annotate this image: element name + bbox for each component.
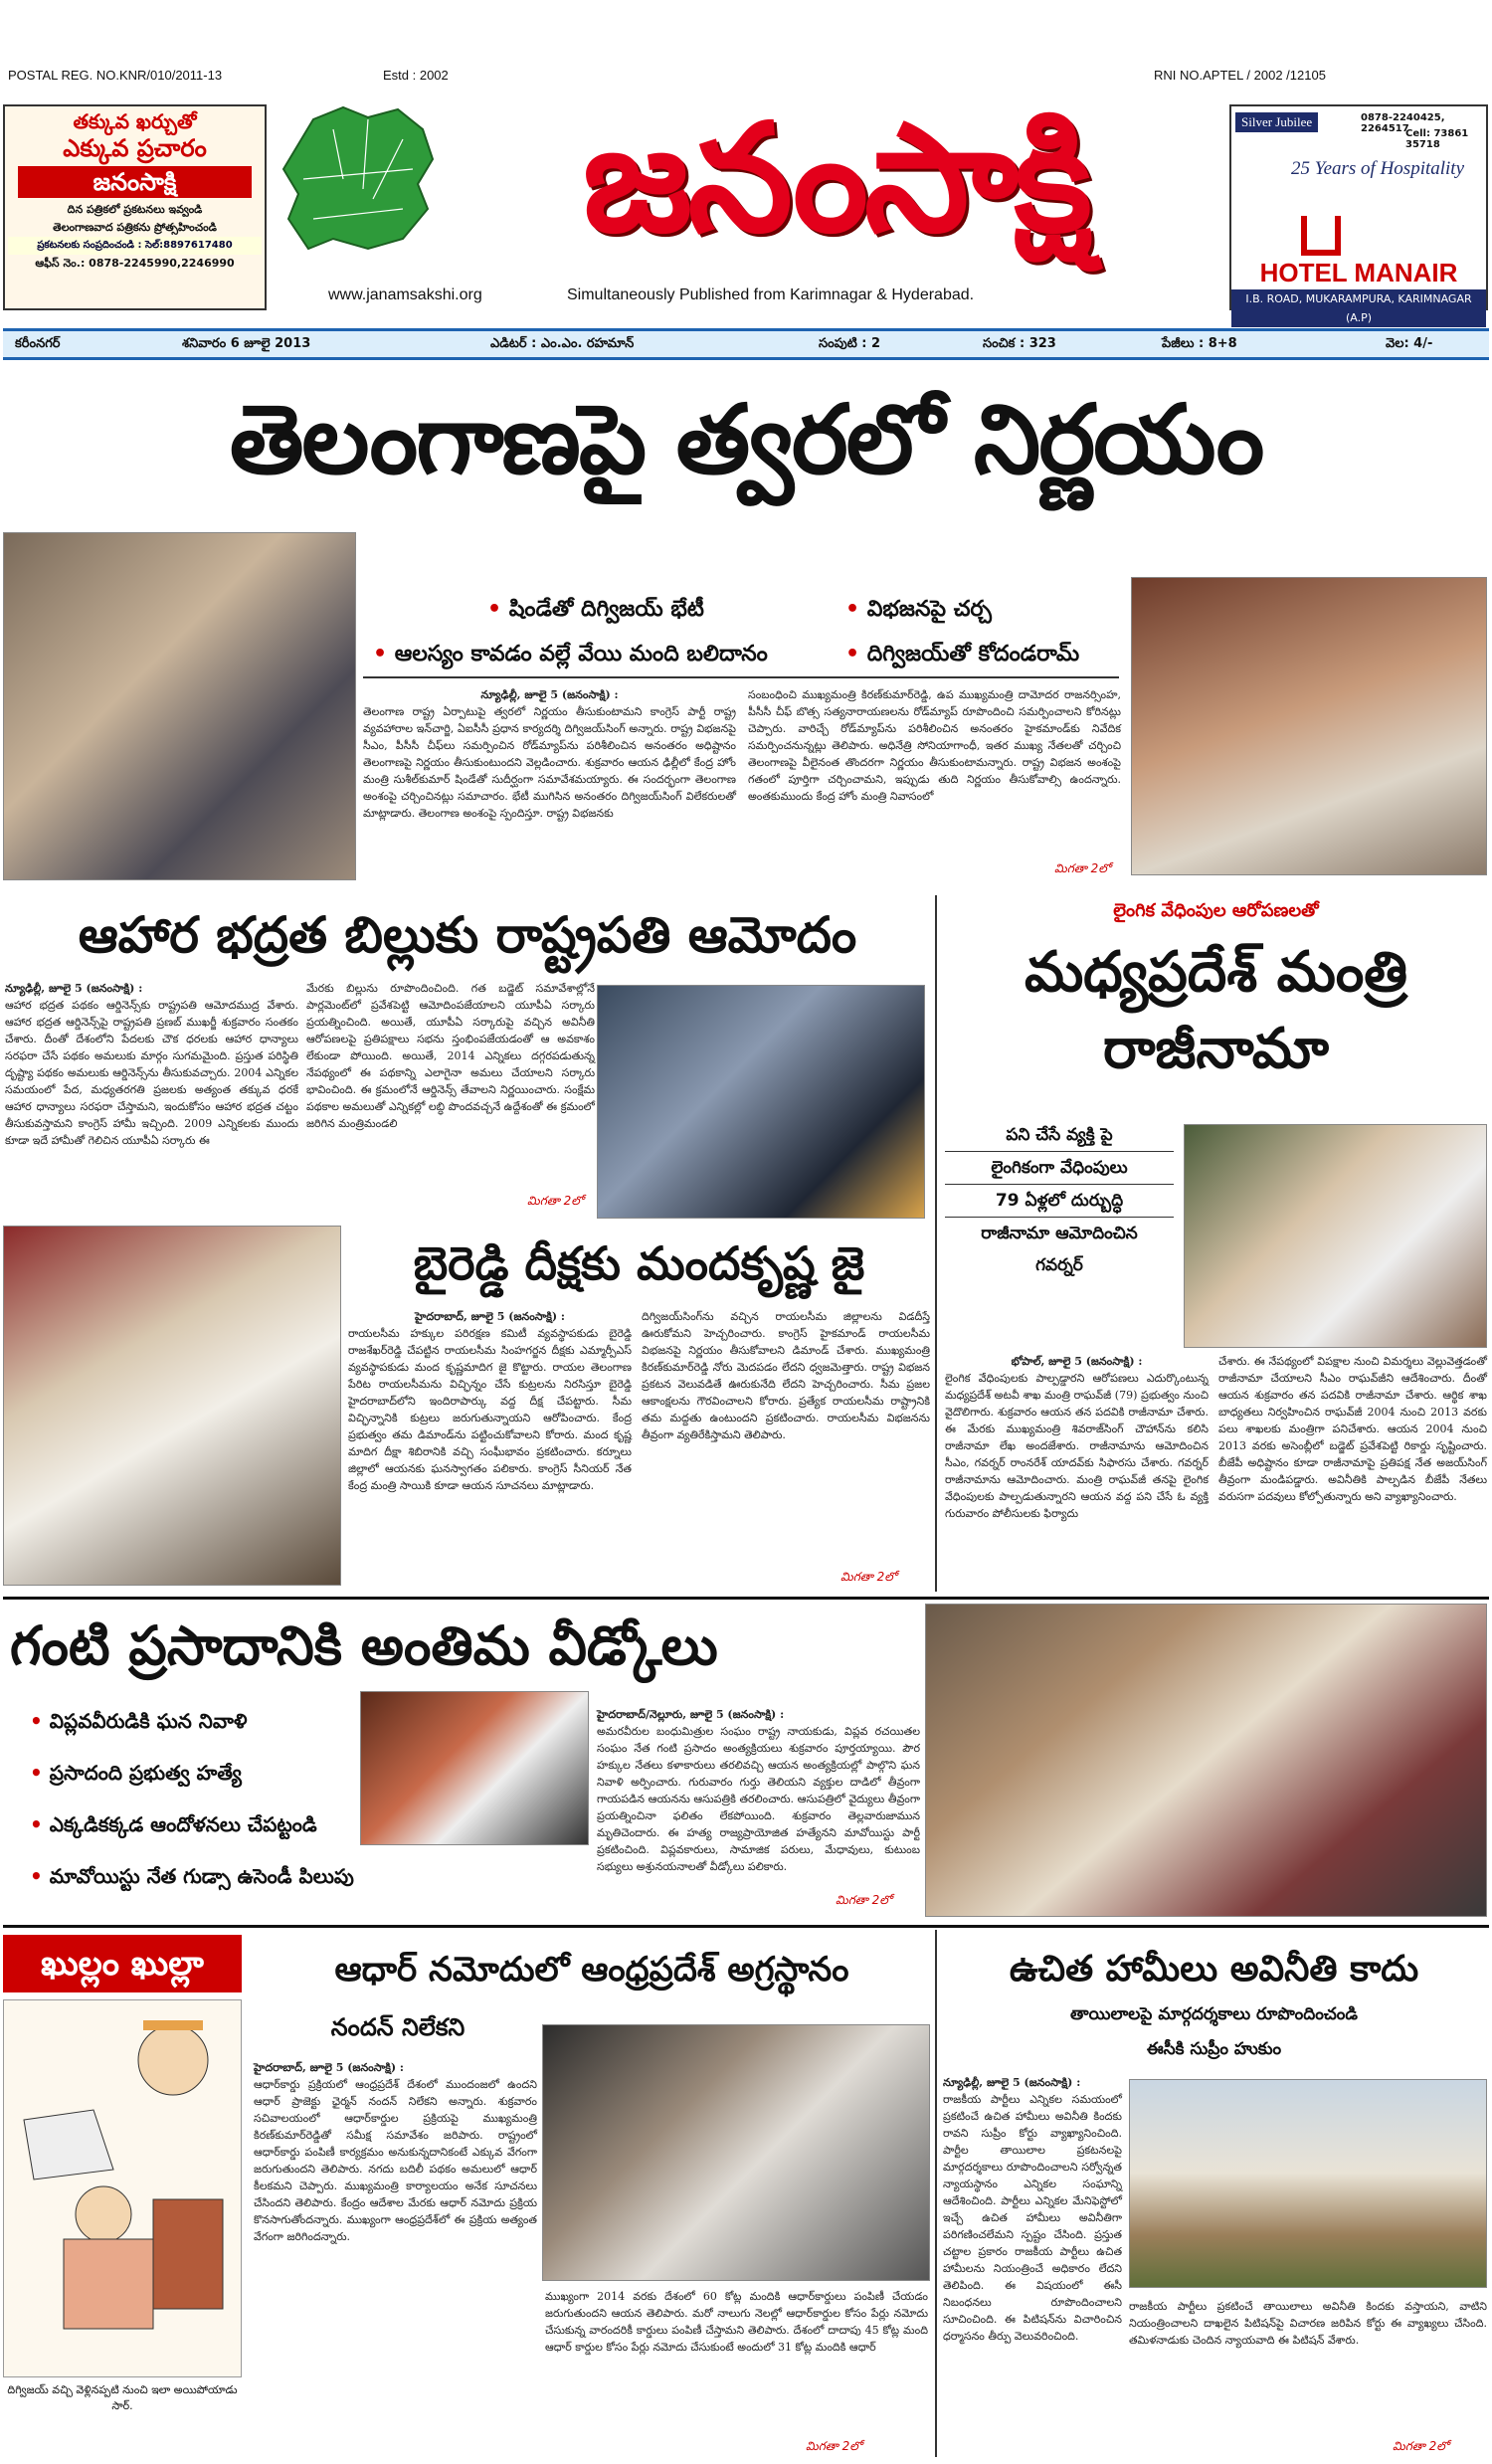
manda-continued[interactable]: మిగతా 2లో bbox=[840, 1570, 897, 1584]
sc-column-2 bbox=[1129, 2298, 1487, 2437]
ad-right-address: I.B. ROAD, MUKARAMPURA, KARIMNAGAR (A.P) bbox=[1231, 289, 1486, 327]
lead-bullet-2: • విభజనపై చర్చ bbox=[845, 597, 992, 627]
sc-headline: ఉచిత హామీలు అవినీతి కాదు bbox=[1009, 1949, 1419, 1990]
sc-byline: న్యూఢిల్లీ, జూలై 5 (జనంసాక్షి) : bbox=[943, 2076, 1081, 2089]
aadhar-body-1: ఆధార్‌కార్డు ప్రక్రియలో ఆంధ్రప్రదేశ్ దేశంలో ముందంజలో ఉందని ఆధార్ ప్రాజెక్టు ఛైర్మన్ నందన్ నిలేకని అన్నారు. శుక్రవారం సచివాలయంలో ఆధార్‌కార్డుల ప్రక్రియపై ముఖ్యమంత్రి కిరణ్‌కుమార్‌రెడ్డితో సమీక్ష సమావేశం జరిపారు. రాష్ట్రంలో ఆధార్‌కార్డు పంపిణీ కార్యక్రమం అనుకున్నదానికంటే ఎక్కువ వేగంగా జరుగుతుందని తెలిపారు. నగదు బదిలీ పథకం అమలులో ఆధార్ కీలకమని చెప్పారు. ముఖ్యమంత్రి కార్యాలయం అనేక సూచనలు చేసిందని తెలిపారు. కేంద్రం ఆదేశాల మేరకు ఆధార్ నమోదు ప్రక్రియ కొనసాగుతోందన్నారు. ముఖ్యంగా ఆంధ్రప్రదేశ్‌లో ఈ ప్రక్రియ అత్యంత వేగంగా జరిగిందన్నారు. bbox=[254, 2078, 537, 2243]
mp-box-3: 79 ఏళ్లలో దుర్బుద్ధి bbox=[945, 1185, 1174, 1218]
mp-box-5: గవర్నర్ bbox=[1035, 1255, 1083, 1275]
food-column-2 bbox=[306, 980, 595, 1207]
sc-photo-supreme-court bbox=[1129, 2079, 1487, 2288]
ad-left-line5: తెలంగాణవాద పత్రికను ప్రోత్సహించండి bbox=[53, 221, 217, 234]
cartoon-sketch-icon bbox=[4, 2000, 241, 2376]
ganti-byline: హైదరాబాద్/నెల్లూరు, జూలై 5 (జనంసాక్షి) : bbox=[597, 1708, 785, 1721]
dateline-volume: సంపుటి : 2 bbox=[819, 336, 881, 351]
cartoon-title: ఖుల్లం ఖుల్లా bbox=[3, 1935, 242, 1992]
ad-right-cell: Cell: 73861 35718 bbox=[1405, 128, 1469, 150]
food-photo-president bbox=[597, 985, 925, 1219]
manda-byline: హైదరాబాద్, జూలై 5 (జనంసాక్షి) : bbox=[415, 1310, 565, 1323]
lead-bullet-1: • షిండేతో దిగ్విజయ్ భేటీ bbox=[487, 597, 704, 627]
dateline-issue: సంచిక : 323 bbox=[983, 336, 1056, 351]
mp-box-2: లైంగికంగా వేధింపులు bbox=[945, 1152, 1174, 1185]
newspaper-title: జనంసాక్షి bbox=[583, 93, 1088, 266]
ganti-column bbox=[597, 1706, 920, 1910]
aadhar-column-2 bbox=[545, 2288, 928, 2457]
food-continued[interactable]: మిగతా 2లో bbox=[527, 1194, 584, 1208]
lead-photo-digvijay-portrait bbox=[1131, 577, 1487, 875]
mp-highlight-box bbox=[945, 1119, 1174, 1281]
ad-right-hotel-name: HOTEL MANAIR bbox=[1259, 258, 1458, 287]
mp-headline-1: మధ్యప్రదేశ్ మంత్రి bbox=[1024, 940, 1408, 1005]
dateline-date: శనివారం 6 జూలై 2013 bbox=[182, 336, 311, 351]
website[interactable]: www.janamsakshi.org bbox=[328, 286, 482, 303]
ad-left-line2: ఎక్కువ ప్రచారం bbox=[63, 134, 207, 162]
food-headline: ఆహార భద్రత బిల్లుకు రాష్ట్రపతి ఆమోదం bbox=[78, 906, 857, 964]
mp-kicker: లైంగిక వేధింపుల ఆరోపణలతో bbox=[1113, 900, 1319, 921]
published-from: Simultaneously Published from Karimnagar & Hyderabad. bbox=[567, 286, 975, 303]
food-column-1 bbox=[5, 980, 298, 1209]
section-rule-3 bbox=[3, 1925, 1489, 1928]
food-body-2: మేరకు బిల్లును రూపొందించింది. గత బడ్జెట్ సమావేశాల్లోనే పార్లమెంట్‌లో ప్రవేశపెట్టి ఆమోదింపజేయాలని యూపీఏ సర్కారు ప్రయత్నించింది. అయితే, యూపీఏ సర్కారుపై వచ్చిన అవినీతి ఆరోపణలపై ప్రతిపక్షాలు సభను స్తంభింపజేయడంతో ఆ అవకాశం లేకుండా పోయింది. అయితే, 2014 ఎన్నికలు దగ్గరపడుతున్న నేపథ్యంలో ఈ పథకాన్ని ఎలాగైనా అమలు చేయాలని సర్కారు భావించింది. ఈ క్రమంలోనే ఆర్డినెన్స్ తేవాలని నిర్ణయించారు. సంక్షేమ పథకాల అమలుతో ఎన్నికల్లో లబ్ధి పొందవచ్చనే ఉద్దేశంతో ఈ క్రమంలో జరిగిన మంత్రిమండలి bbox=[306, 982, 595, 1130]
lead-bullet-4: • దిగ్విజయ్‌తో కోదండరామ్ bbox=[845, 642, 1079, 671]
ganti-bullet-4: • మావోయిస్టు నేత గుడ్సా ఉసెండీ పిలుపు bbox=[30, 1864, 354, 1893]
ad-left-line4: దిన పత్రికలో ప్రకటనలు ఇవ్వండి bbox=[67, 203, 203, 216]
mp-box-4: రాజీనామా ఆమోదించిన bbox=[981, 1224, 1138, 1243]
aadhar-sub: నందన్ నిలేకని bbox=[330, 2013, 466, 2041]
mp-byline: భోపాల్, జూలై 5 (జనంసాక్షి) : bbox=[1011, 1355, 1143, 1368]
food-body-1: ఆహార భద్రత పథకం ఆర్డినెన్స్‌కు రాష్ట్రపతి ఆమోదముద్ర వేశారు. ఆహార భద్రత ఆర్డినెన్స్‌పై రాష్ట్రపతి ప్రణబ్ ముఖర్జీ శుక్రవారం సంతకం చేశారు. దీంతో దేశంలోని పేదలకు చౌక ధరలకు ఆహార ధాన్యాలు సరఫరా చేసే పథకం అమలుకు మార్గం సుగమమైంది. ప్రస్తుత పరిస్థితి దృష్ట్యా పథకం అమలుకు ఆర్డినెన్స్‌ను తీసుకువచ్చారు. 2004 ఎన్నికల సమయంలో పేద, మధ్యతరగతి ప్రజలకు అత్యంత తక్కువ ధరకే ఆహార ధాన్యాలు సరఫరా చేస్తామని, ఇందుకోసం ఆహార భద్రత చట్టం తీసుకువస్తామని కాంగ్రెస్ హామీ ఇచ్చింది. 2009 ఎన్నికలకు ముందు కూడా ఇదే హామీతో గెలిచిన యూపీఏ సర్కారు ఈ bbox=[5, 999, 298, 1147]
lead-body-1: తెలంగాణ రాష్ట్ర ఏర్పాటుపై త్వరలో నిర్ణయం తీసుకుంటామని కాంగ్రెస్ పార్టీ రాష్ట్ర వ్యవహారాల ఇన్‌చార్జి, ఏఐసీసీ ప్రధాన కార్యదర్శి దిగ్విజయ్‌సింగ్ అన్నారు. రాష్ట్ర విభజనపై సీఎం, పీసీసీ చీఫ్‌లు సమర్పించిన రోడ్‌మ్యాప్‌ను పరిశీలించిన అనంతరం అధిష్టానం తెలంగాణపై నిర్ణయం తీసుకుంటుందని వెల్లడించారు. శుక్రవారం ఆయన ఢిల్లీలో కేంద్ర హోం మంత్రి సుశీల్‌కుమార్ షిండేతో సుదీర్ఘంగా సమావేశమయ్యారు. ఈ సందర్భంగా తెలంగాణ అంశంపై చర్చించినట్లు సమాచారం. భేటీ ముగిసిన అనంతరం దిగ్విజయ్‌సింగ్ విలేకరులతో మాట్లాడారు. తెలంగాణ అంశంపై స్పందిస్తూ. రాష్ట్ర విభజనకు bbox=[363, 705, 736, 820]
lead-headline: తెలంగాణపై త్వరలో నిర్ణయం bbox=[229, 384, 1263, 495]
manda-column-1 bbox=[348, 1308, 632, 1587]
aadhar-headline: ఆధార్ నమోదులో ఆంధ్రప్రదేశ్ అగ్రస్థానం bbox=[334, 1950, 849, 1990]
mp-photo-minister bbox=[1184, 1124, 1487, 1348]
lead-continued[interactable]: మిగతా 2లో bbox=[1054, 861, 1111, 875]
aadhar-photo-nilekani bbox=[542, 2024, 930, 2281]
ad-left bbox=[3, 104, 267, 310]
manda-body-1: రాయలసీమ హక్కుల పరిరక్షణ కమిటీ వ్యవస్థాపకుడు బైరెడ్డి రాజశేఖర్‌రెడ్డి చేపట్టిన రాయలసీమ సింహగర్జన దీక్షకు ఎమ్మార్పీఎస్ వ్యవస్థాపకుడు మంద కృష్ణమాదిగ జై కొట్టారు. రాయల తెలంగాణ పేరిట రాయలసీమను విచ్ఛిన్నం చేసే కుట్రలను నిరసిస్తూ బైరెడ్డి హైదరాబాద్‌లోని ఇందిరాపార్కు వద్ద దీక్ష చేపట్టారు. సీమ విచ్ఛిన్నానికి కుట్రలు జరుగుతున్నాయని ఆరోపించారు. కేంద్ర ప్రభుత్వం తమ డిమాండ్‌ను పట్టించుకోవాలని కోరారు. మంద కృష్ణ మాదిగ దీక్షా శిబిరానికి వచ్చి సంఘీభావం ప్రకటించారు. కర్నూలు జిల్లాలో ఆయనకు ఘనస్వాగతం పలికారు. కాంగ్రెస్ సీనియర్ నేత కేంద్ర మంత్రి సాయికి కూడా ఆయన సూచనలు మాట్లాడారు. bbox=[348, 1327, 632, 1492]
hotel-logo-icon bbox=[1301, 216, 1341, 256]
lead-column-1 bbox=[363, 686, 736, 880]
mp-box-1: పని చేసే వ్యక్తి పై bbox=[945, 1119, 1174, 1152]
lead-column-2 bbox=[748, 686, 1121, 865]
mp-body-1: లైంగిక వేధింపులకు పాల్పడ్డారని ఆరోపణలు ఎదుర్కొంటున్న మధ్యప్రదేశ్ అటవీ శాఖ మంత్రి రాఘవ్‌జీ (79) ప్రభుత్వం నుంచి వైదొలిగారు. శుక్రవారం ఆయన తన పదవికి రాజీనామా చేశారు. ఈ మేరకు ముఖ్యమంత్రి శివరాజ్‌సింగ్ చౌహాన్‌ను కలిసి రాజీనామా లేఖ అందజేశారు. రాజీనామాను ఆమోదించిన సీఎం, గవర్నర్ రాంనరేశ్ యాదవ్‌కు సిఫారసు చేశారు. గవర్నర్ రాజీనామాను ఆమోదించారు. మంత్రి రాఘవ్‌జీ తనపై లైంగిక వేధింపులకు పాల్పడుతున్నారని ఆయన వద్ద పని చేసే ఓ వ్యక్తి గురువారం పోలీసులకు ఫిర్యాదు bbox=[945, 1372, 1209, 1520]
ganti-body: అమరవీరుల బంధుమిత్రుల సంఘం రాష్ట్ర నాయకుడు, విప్లవ రచయితల సంఘం నేత గంటి ప్రసాదం అంత్యక్రియలు శుక్రవారం పూర్తయ్యాయి. పౌర హక్కుల నేతలు కళాకారులు తరలివచ్చి ఆయన అంత్యక్రియల్లో పాల్గొని ఘన నివాళి అర్పించారు. గురువారం గుర్తు తెలియని వ్యక్తుల దాడిలో తీవ్రంగా గాయపడిన ఆయనను ఆసుపత్రికి తరలించారు. ఆసుపత్రిలో వైద్యులు తీవ్రంగా ప్రయత్నించినా ఫలితం లేకపోయింది. శుక్రవారం తెల్లవారుజామున మృతిచెందారు. ఈ హత్య రాజ్యప్రాయోజిత హత్యేనని మావోయిస్టు పార్టీ ప్రకటించింది. విప్లవకారులు, సామాజిక పరులు, మేధావులు, కుటుంబ సభ్యులు అశ్రునయనాలతో వీడ్కోలు పలికారు. bbox=[597, 1725, 920, 1873]
sc-sub-1: తాయిలాలపై మార్గదర్శకాలు రూపొందించండి bbox=[1070, 2004, 1358, 2024]
ganti-continued[interactable]: మిగతా 2లో bbox=[836, 1893, 892, 1907]
dateline-price: వెల: 4/- bbox=[1386, 336, 1433, 351]
dateline-city: కరీంనగర్ bbox=[15, 336, 61, 351]
ganti-photo-funeral bbox=[925, 1604, 1487, 1917]
aadhar-byline: హైదరాబాద్, జూలై 5 (జనంసాక్షి) : bbox=[254, 2061, 404, 2074]
column-rule-right bbox=[935, 895, 937, 1592]
cartoon-drawing bbox=[3, 1999, 242, 2377]
ganti-bullet-1: • విప్లవవీరుడికి ఘన నివాళి bbox=[30, 1709, 248, 1738]
mp-column-2 bbox=[1218, 1353, 1487, 1592]
ad-left-contact: ప్రకటనలకు సంప్రదించండి : సెల్:8897617480 bbox=[8, 237, 262, 255]
ad-right bbox=[1229, 104, 1488, 324]
column-rule-bottom bbox=[935, 1930, 937, 2457]
postal-reg: POSTAL REG. NO.KNR/010/2011-13 bbox=[8, 68, 223, 83]
lead-bullet-3: • ఆలస్యం కావడం వల్లే వేయి మంది బలిదానం bbox=[373, 642, 768, 671]
ad-left-office: ఆఫీస్ నెం.: 0878-2245990,2246990 bbox=[35, 257, 235, 270]
telangana-map-icon bbox=[274, 99, 448, 259]
ganti-headline: గంటి ప్రసాదానికి అంతిమ వీడ్కోలు bbox=[10, 1614, 718, 1677]
manda-column-2 bbox=[642, 1308, 930, 1572]
ad-left-brand: జనంసాక్షి bbox=[18, 166, 252, 198]
aadhar-column-1 bbox=[254, 2059, 537, 2457]
section-rule-1 bbox=[3, 890, 1489, 893]
ganti-photo-body bbox=[360, 1691, 589, 1845]
manda-headline: బైరెడ్డి దీక్షకు మందకృష్ణ జై bbox=[413, 1236, 865, 1290]
sc-sub-2: ఈసీకి సుప్రీం హుకుం bbox=[1146, 2039, 1282, 2059]
section-rule-2 bbox=[3, 1597, 1489, 1600]
aadhar-body-2: ముఖ్యంగా 2014 వరకు దేశంలో 60 కోట్ల మందికి ఆధార్‌కార్డులు పంపిణీ చేయడం జరుగుతుందని ఆయన తెలిపారు. మరో నాలుగు నెలల్లో ఆధార్‌కార్డుల కోసం పేర్లు నమోదు చేసుకున్న వారందరికీ కార్డులు పంపిణీ చేస్తామని తెలిపారు. దేశంలో దాదాపు 45 కోట్ల మంది ఆధార్ కార్డుల కోసం పేర్లు నమోదు చేసుకుంటే అందులో 31 కోట్ల మందికి ఆధార్ bbox=[545, 2290, 928, 2354]
sc-body-1: రాజకీయ పార్టీలు ఎన్నికల సమయంలో ప్రకటించే ఉచిత హామీలు అవినీతి కిందకు రావని సుప్రీం కోర్టు వ్యాఖ్యానించింది. పార్టీల తాయిలాల ప్రకటనలపై మార్గదర్శకాలు రూపొందించాలని సర్వోన్నత న్యాయస్థానం ఎన్నికల సంఘాన్ని ఆదేశించింది. పార్టీలు ఎన్నికల మేనిఫెస్టోలో ఇచ్చే ఉచిత హామీలు అవినీతిగా పరిగణించలేమని స్పష్టం చేసింది. ప్రస్తుత చట్టాల ప్రకారం రాజకీయ పార్టీలు ఉచిత హామీలను నియంత్రించే అధికారం లేదని తెలిపింది. ఈ విషయంలో ఈసీ నిబంధనలు రూపొందించాలని సూచించింది. ఈ పిటిషన్‌ను విచారించిన ధర్మాసనం తీర్పు వెలువరించింది. bbox=[943, 2093, 1122, 2343]
estd: Estd : 2002 bbox=[383, 68, 449, 83]
ganti-bullet-3: • ఎక్కడికక్కడ ఆందోళనలు చేపట్టండి bbox=[30, 1812, 317, 1841]
lead-photo-digvijay-reporters bbox=[3, 532, 356, 880]
manda-body-2: దిగ్విజయ్‌సింగ్‌ను వచ్చిన రాయలసీమ జిల్లాలను విడదీస్తే ఊరుకోమని హెచ్చరించారు. కాంగ్రెస్ హైకమాండ్ రాయలసీమ విభజనపై నిర్ణయం తీసుకోవాలని డిమాండ్ చేశారు. ముఖ్యమంత్రి కిరణ్‌కుమార్‌రెడ్డి నోరు మెదపడం లేదని ధ్వజమెత్తారు. రాష్ట్ర విభజన ప్రకటన వెలువడితే ఊరుకునేది లేదని హెచ్చరించారు. సీమ ప్రజల ఆకాంక్షలను గౌరవించాలని కోరారు. ప్రత్యేక రాయలసీమ రాష్ట్రానికి తమ మద్దతు ఉంటుందని ప్రకటించారు. రాయలసీమ విభజనను తీవ్రంగా వ్యతిరేకిస్తామని తెలిపారు. bbox=[642, 1310, 930, 1441]
ad-right-jubilee: Silver Jubilee bbox=[1235, 112, 1318, 132]
aadhar-continued[interactable]: మిగతా 2లో bbox=[806, 2439, 862, 2453]
ad-right-phone: 0878-2240425, 2264517 bbox=[1361, 112, 1445, 134]
dateline-bar bbox=[3, 328, 1489, 360]
mp-column-1 bbox=[945, 1353, 1209, 1592]
ad-right-years: 25 Years of Hospitality bbox=[1291, 158, 1465, 179]
dateline-pages: పేజీలు : 8+8 bbox=[1162, 336, 1237, 351]
lead-byline: న్యూఢిల్లీ, జూలై 5 (జనంసాక్షి) : bbox=[480, 688, 619, 701]
ganti-bullet-2: • ప్రసాదంది ప్రభుత్వ హత్యే bbox=[30, 1761, 242, 1790]
rni-number: RNI NO.APTEL / 2002 /12105 bbox=[1154, 68, 1326, 83]
sc-continued[interactable]: మిగతా 2లో bbox=[1393, 2439, 1449, 2453]
manda-photo-protest bbox=[3, 1226, 341, 1586]
mp-headline-2: రాజీనామా bbox=[1102, 1017, 1330, 1081]
lead-body-2: సంబంధించి ముఖ్యమంత్రి కిరణ్‌కుమార్‌రెడ్డి, ఉప ముఖ్యమంత్రి దామోదర రాజనర్సింహ, పీసీసీ చీఫ్ బొత్స సత్యనారాయణలను రోడ్‌మ్యాప్ రూపొందించి సమర్పించాలని కోరినట్లు చెప్పారు. వారిచ్చే రోడ్‌మ్యాప్‌ను పరిశీలించిన అనంతరం హైకమాండ్‌కు నివేదిక సమర్పించనున్నట్లు తెలిపారు. అధినేత్రి సోనియాగాంధీ, ఇతర ముఖ్య నేతలతో చర్చించి తెలంగాణపై వీలైనంత తొందరగా నిర్ణయం తీసుకుంటామన్నారు. రాష్ట్ర విభజన అంశంపై గతంలో పూర్తిగా చర్చించామని, ఇప్పుడు తుది నిర్ణయం తీసుకోవాల్సి ఉందన్నారు. అంతకుముందు కేంద్ర హోం మంత్రి నివాసంలో bbox=[748, 688, 1121, 803]
sc-body-2: రాజకీయ పార్టీలు ప్రకటించే తాయిలాలు అవినీతి కిందకు వస్తాయని, వాటిని నియంత్రించాలని దాఖలైన పిటిషన్‌పై విచారణ జరిపిన కోర్టు ఈ వ్యాఖ్యలు చేసింది. తమిళనాడుకు చెందిన న్యాయవాది ఈ పిటిషన్ వేశారు. bbox=[1129, 2300, 1487, 2347]
food-byline: న్యూఢిల్లీ, జూలై 5 (జనంసాక్షి) : bbox=[5, 982, 143, 995]
cartoon-caption: దిగ్విజయ్ వచ్చి వెళ్లినప్పటి నుంచి ఇలా అయిపోయాడు సార్. bbox=[7, 2383, 238, 2412]
mp-body-2: చేశారు. ఈ నేపథ్యంలో విపక్షాల నుంచి విమర్శలు వెల్లువెత్తడంతో రాజీనామా చేయాలని సీఎం రాఘవ్‌జీని ఆదేశించారు. దీంతో ఆయన శుక్రవారం తన పదవికి రాజీనామా చేశారు. ఆర్థిక శాఖ బాధ్యతలు నిర్వహించిన రాఘవ్‌జీ 2004 నుంచి 2013 వరకు పలు శాఖలకు మంత్రిగా పనిచేశారు. ఆయన 2004 నుంచి 2013 వరకు అసెంబ్లీలో బడ్జెట్ ప్రవేశపెట్టి రికార్డు సృష్టించారు. బీజేపీ అధిష్టానం కూడా రాజీనామాపై ప్రతిపక్ష నేత అజయ్‌సింగ్ తీవ్రంగా మండిపడ్డారు. అవినీతికి పాల్పడిన బీజేపీ నేతలు వరుసగా పదవులు కోల్పోతున్నారు అని వ్యాఖ్యానించారు. bbox=[1218, 1355, 1487, 1503]
ad-left-line1: తక్కువ ఖర్చుతో bbox=[73, 109, 197, 133]
lead-divider bbox=[363, 676, 1119, 678]
dateline-editor: ఎడిటర్ : ఎం.ఎం. రహమాన్ bbox=[490, 336, 635, 351]
sc-column-1 bbox=[943, 2074, 1122, 2372]
